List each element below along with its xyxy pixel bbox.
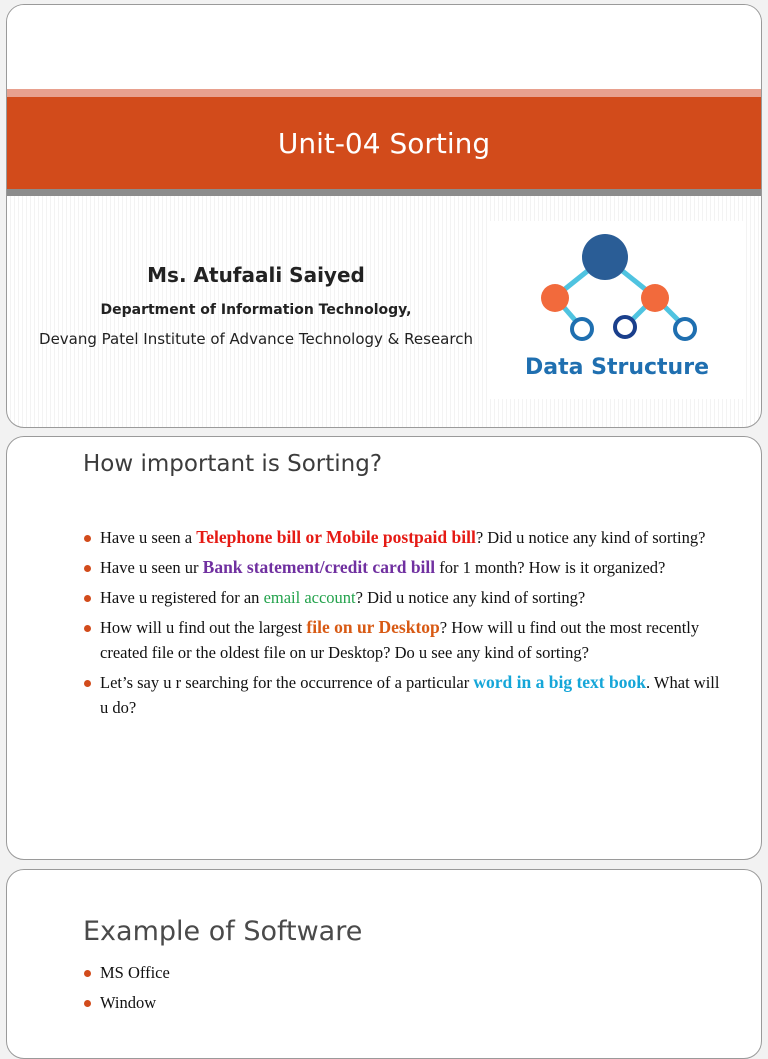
slide-heading: How important is Sorting? [83,451,383,477]
tree-icon [489,221,745,361]
bullet-item: MS Office [82,960,722,985]
data-structure-logo [489,221,745,399]
bullet-list [82,960,722,1020]
slide-heading: Example of Software [83,916,363,947]
bullet-list [82,525,722,725]
bullet-item: Window [82,990,722,1015]
accent-strip [7,89,761,97]
slide-top-area [7,5,761,89]
bullet-item: Let’s say u r searching for the occurrence of a particular word in a big text book. What will u do? [82,670,722,720]
bullet-dot-icon [84,970,91,977]
bullet-item: Have u seen a Telephone bill or Mobile postpaid bill? Did u notice any kind of sorting? [82,525,722,550]
bullet-dot-icon [84,535,91,542]
sorting-importance-slide [6,436,762,860]
highlight-text: Telephone bill or Mobile postpaid bill [196,527,476,547]
title-slide [6,4,762,428]
institute-name: Devang Patel Institute of Advance Technology & Research [39,330,473,348]
author-name: Ms. Atufaali Saiyed [147,263,365,287]
highlight-text: Bank statement/credit card bill [202,557,436,577]
bullet-dot-icon [84,595,91,602]
bullet-item: How will u find out the largest file on ur Desktop? How will u find out the most recently created file or the oldest file on ur Desktop? Do u see any kind of sorting? [82,615,722,665]
highlight-text: word in a big text book [473,672,646,692]
bullet-item: Have u seen ur Bank statement/credit card bill for 1 month? How is it organized? [82,555,722,580]
bullet-item: Have u registered for an email account? Did u notice any kind of sorting? [82,585,722,610]
slide-title: Unit-04 Sorting [277,126,491,160]
bullet-dot-icon [84,565,91,572]
divider-strip [7,189,761,196]
bullet-dot-icon [84,680,91,687]
bullet-dot-icon [84,625,91,632]
highlight-text: email account [263,588,356,607]
highlight-text: file on ur Desktop [306,617,440,637]
software-example-slide [6,869,762,1059]
department-name: Department of Information Technology, [100,302,412,318]
bullet-dot-icon [84,1000,91,1007]
title-band [7,97,761,189]
logo-text: Data Structure [525,355,709,380]
